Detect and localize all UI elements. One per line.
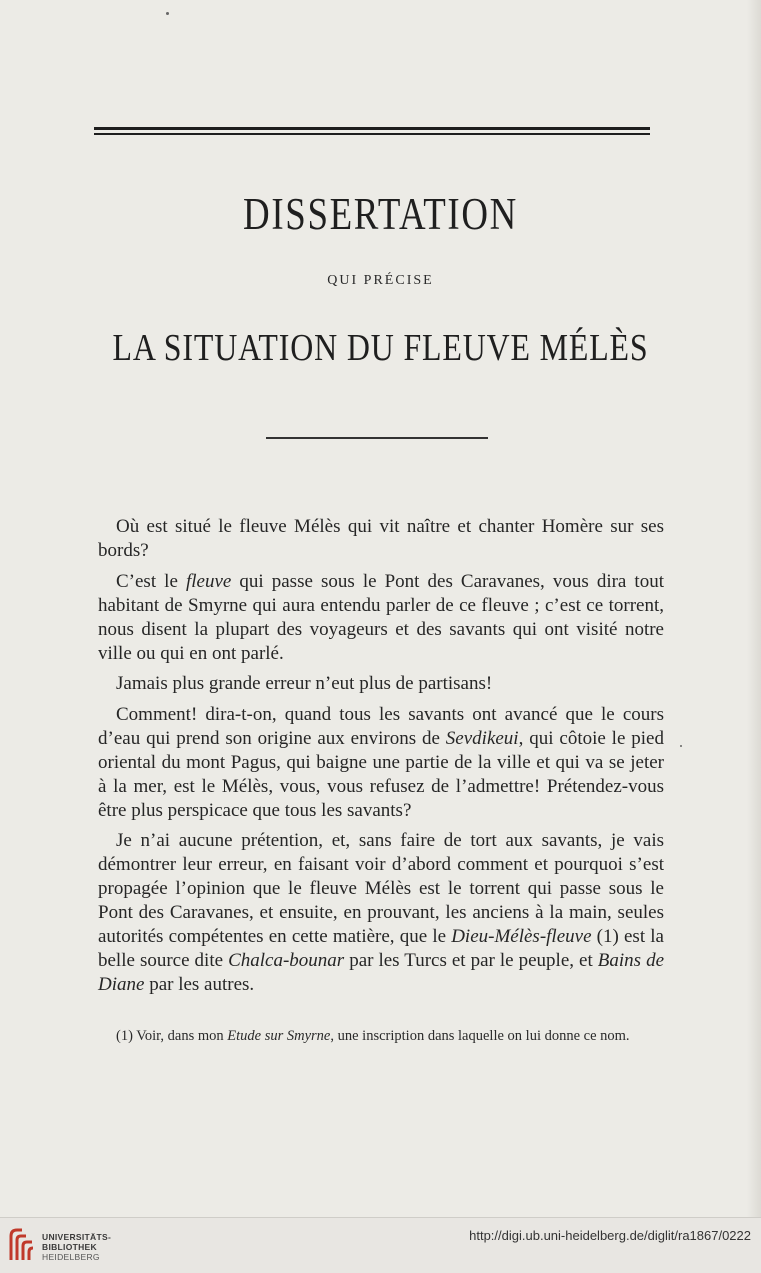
page-title: DISSERTATION [243,189,518,239]
page-heading: LA SITUATION DU FLEUVE MÉLÈS [112,327,649,369]
paragraph-4-italic: Sevdikeui [445,727,519,749]
scan-speck [680,745,682,747]
paragraph-5 [98,829,664,997]
paragraph-4 [98,703,664,823]
top-rule-thin [94,133,650,135]
footnote-italic: Etude sur Smyrne [227,1028,331,1044]
paragraph-2-italic: fleuve [185,570,232,592]
paragraph-4-text-b: , qui côtoie le pied oriental du mont Pagus, qui baigne une partie de la ville et qui va se jeter à la mer, est le Mélès, vous, vous refusez de l’admettre! Prétendez-vous être plus perspicace que tous les savants? [98,727,664,821]
footnote-text-a: (1) Voir, dans mon [116,1028,228,1044]
footnote-text-b: , une inscription dans laquelle on lui donne ce nom. [330,1028,630,1044]
permalink-url[interactable]: http://digi.ub.uni-heidelberg.de/diglit/ra1867/0222 [469,1228,751,1243]
logo-line-1: UNIVERSITÄTS- [42,1232,112,1242]
library-logo-text[interactable] [42,1232,111,1262]
body-text [98,515,664,1004]
paragraph-5-text-b: (1) est la belle source dite [98,926,664,971]
paragraph-2-text-b: qui passe sous le Pont des Caravanes, vous dira tout habitant de Smyrne qui aura entendu parler de ce fleuve ; c’est ce torrent, nous disent la plupart des voyageurs et des savants qui ont visité notre ville ou qui en ont parlé. [98,570,664,664]
paragraph-5-text-d: par les autres. [144,974,255,995]
paragraph-1: Où est situé le fleuve Mélès qui vit naître et chanter Homère sur ses bords? [98,516,664,561]
paragraph-2 [98,570,664,666]
logo-line-2: BIBLIOTHEK [42,1242,97,1252]
paragraph-3: Jamais plus grande erreur n’eut plus de partisans! [116,673,493,694]
paragraph-5-italic-2: Chalca-bounar [228,950,345,971]
section-divider [266,437,488,439]
viewer-footer [0,1217,761,1273]
library-logo-icon[interactable] [8,1226,36,1264]
top-rule-thick [94,127,650,130]
paragraph-5-italic-1: Dieu-Mélès-fleuve [451,926,592,947]
scan-speck [166,12,169,15]
paragraph-5-italic-3: Bains de Diane [98,950,664,995]
page-subtitle: QUI PRÉCISE [327,273,434,288]
paragraph-5-text-c: par les Turcs et par le peuple, et [344,950,598,971]
paragraph-4-text-a: Comment! dira-t-on, quand tous les savants ont avancé que le cours d’eau qui prend son origine aux environs de [98,703,664,749]
logo-line-3: HEIDELBERG [42,1252,100,1262]
paragraph-5-text-a: Je n’ai aucune prétention, et, sans faire de tort aux savants, je vais démontrer leur erreur, en faisant voir d’abord comment et pourquoi s’est propagée l’opinion que le fleuve Mélès est le torrent qui passe sous le Pont des Caravanes, et ensuite, en prouvant, les anciens à la main, seules autorités compétentes en cette matière, que le [98,830,664,947]
paragraph-2-text-a: C’est le [116,570,186,592]
page-edge-shadow [747,0,761,1217]
footnote [98,1027,664,1046]
